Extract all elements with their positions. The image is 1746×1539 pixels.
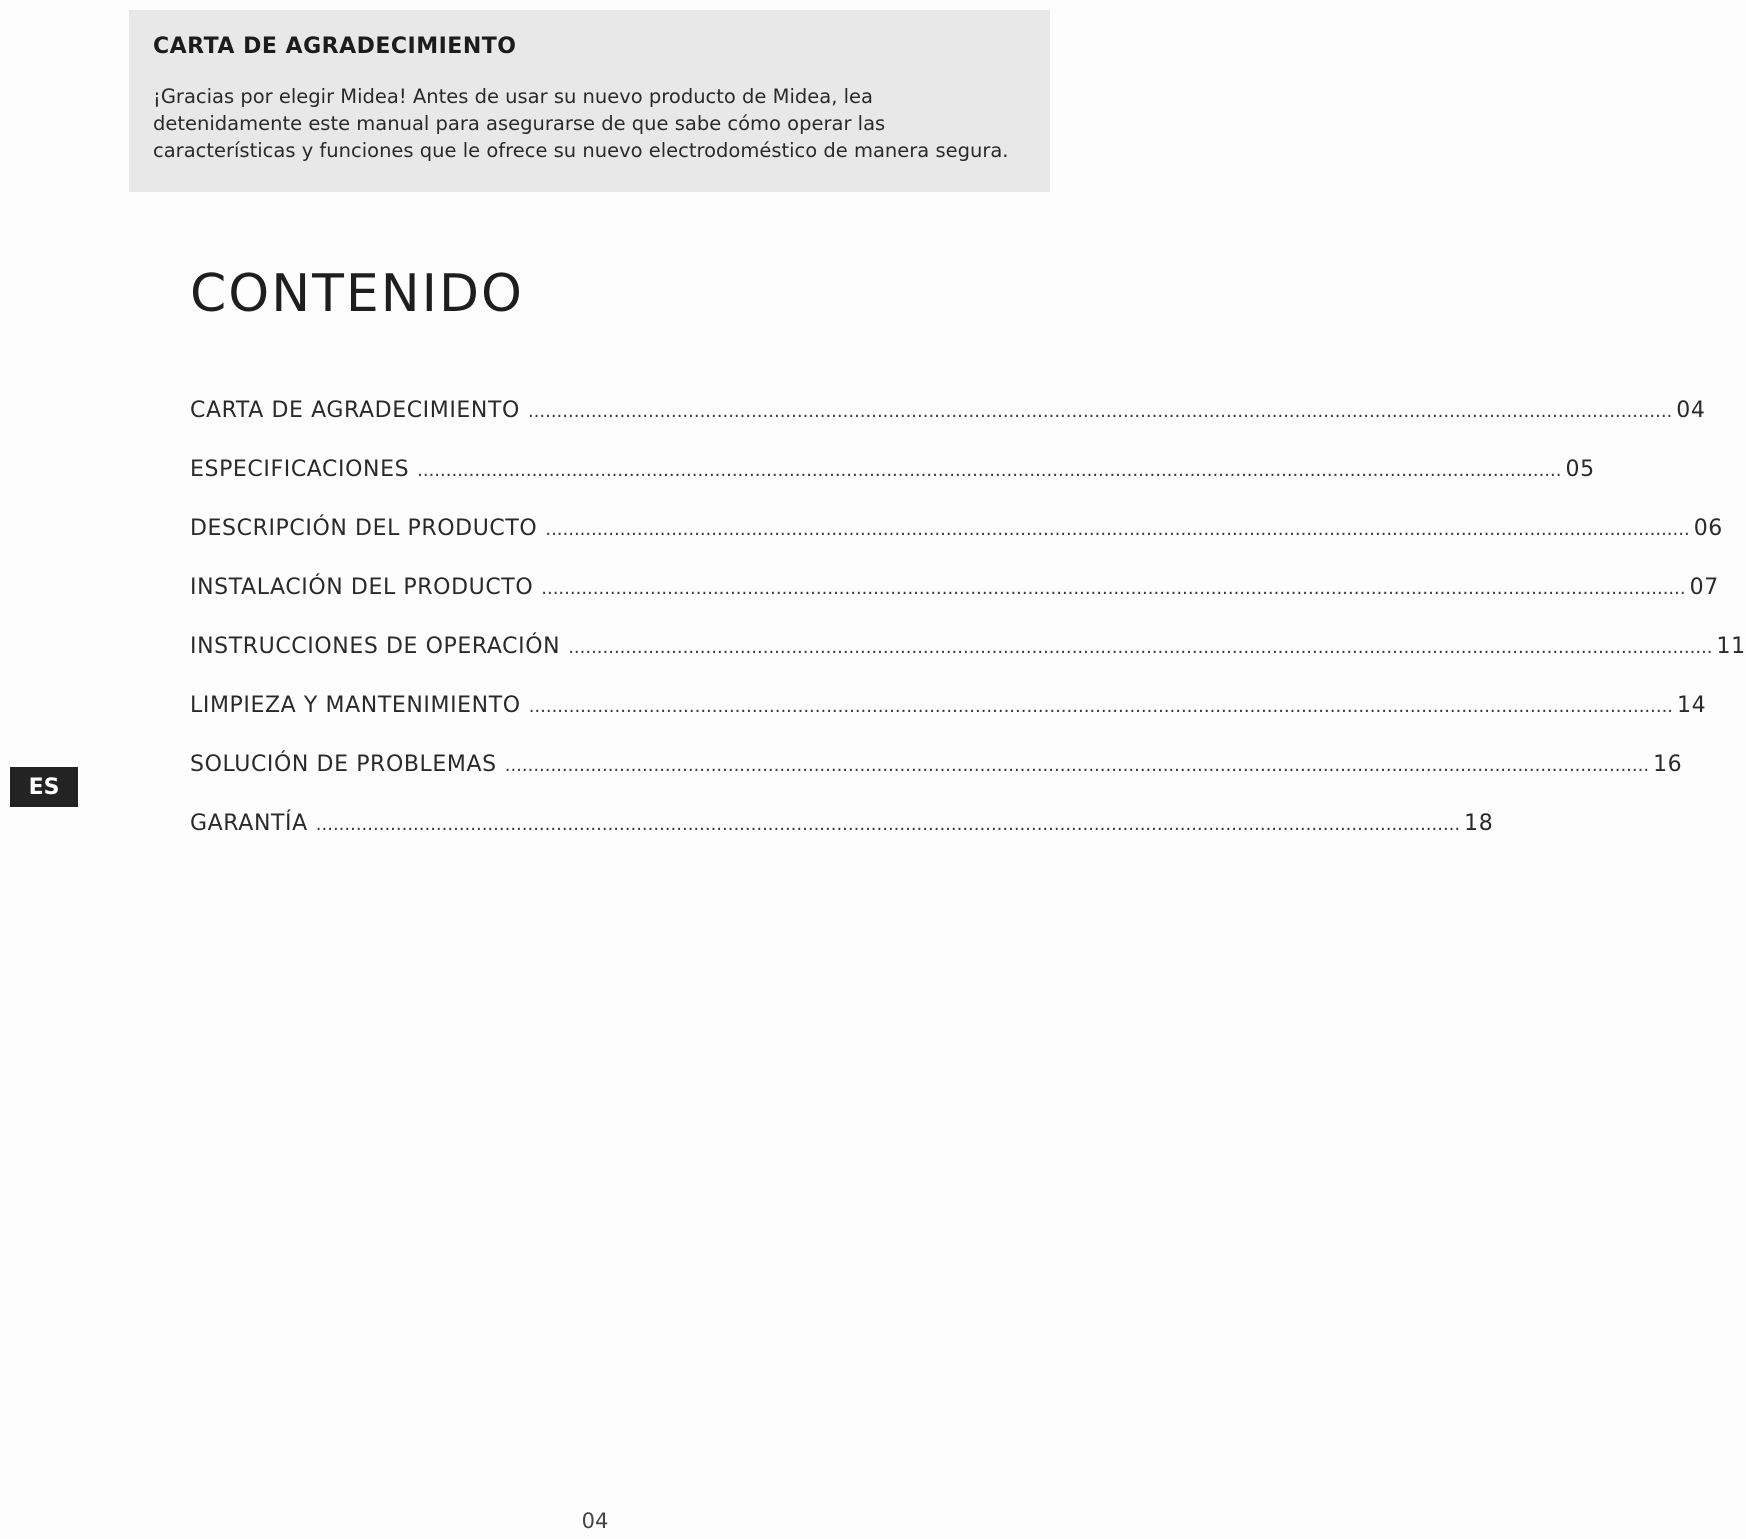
thank-you-text: ¡Gracias por elegir Midea! Antes de usar su nuevo producto de Midea, lea detenidamente este manual para asegurarse de que sabe cómo operar las características y funciones que le ofrece su nuevo electrodoméstico de manera segura.: [153, 85, 1009, 162]
toc-entry-page: 07: [1689, 575, 1719, 600]
toc-entry-page: 05: [1565, 457, 1595, 482]
toc-entry[interactable]: [190, 811, 1494, 870]
toc-entry[interactable]: [190, 575, 1719, 634]
toc-entry-label: CARTA DE AGRADECIMIENTO: [190, 398, 520, 423]
toc-entry-label: INSTRUCCIONES DE OPERACIÓN: [190, 634, 561, 659]
toc-entry[interactable]: [190, 634, 1746, 693]
page-number: 04: [581, 1509, 609, 1533]
toc-leader-dots: ........................................................................................................................................................................................................: [315, 814, 1461, 835]
language-tab: ES: [10, 767, 78, 807]
toc-leader-dots: ........................................................................................................................................................................................................: [568, 637, 1713, 658]
toc-entry[interactable]: [190, 516, 1723, 575]
toc-entry-page: 04: [1676, 398, 1706, 423]
toc-leader-dots: ........................................................................................................................................................................................................: [541, 578, 1686, 599]
contents-heading: CONTENIDO: [190, 264, 524, 324]
toc-entry[interactable]: [190, 398, 1706, 457]
toc-entry-page: 06: [1693, 516, 1723, 541]
toc-entry-label: DESCRIPCIÓN DEL PRODUCTO: [190, 516, 538, 541]
toc-entry-label: LIMPIEZA Y MANTENIMIENTO: [190, 693, 521, 718]
toc-leader-dots: ........................................................................................................................................................................................................: [504, 755, 1650, 776]
toc-entry[interactable]: [190, 752, 1683, 811]
toc-leader-dots: ........................................................................................................................................................................................................: [528, 696, 1674, 717]
toc-entry-page: 14: [1677, 693, 1707, 718]
toc-entry-label: ESPECIFICACIONES: [190, 457, 410, 482]
toc-leader-dots: ........................................................................................................................................................................................................: [527, 401, 1673, 422]
toc-entry[interactable]: [190, 693, 1707, 752]
thank-you-title: CARTA DE AGRADECIMIENTO: [153, 34, 517, 59]
toc-entry-label: SOLUCIÓN DE PROBLEMAS: [190, 752, 497, 777]
toc-entry[interactable]: [190, 457, 1595, 516]
table-of-contents: [190, 398, 1746, 870]
toc-entry-label: GARANTÍA: [190, 811, 308, 836]
thank-you-box: [129, 10, 1050, 192]
toc-entry-page: 11: [1716, 634, 1746, 659]
toc-leader-dots: ........................................................................................................................................................................................................: [417, 460, 1562, 481]
toc-leader-dots: ........................................................................................................................................................................................................: [545, 519, 1690, 540]
toc-entry-label: INSTALACIÓN DEL PRODUCTO: [190, 575, 534, 600]
toc-entry-page: 16: [1653, 752, 1683, 777]
toc-entry-page: 18: [1464, 811, 1494, 836]
